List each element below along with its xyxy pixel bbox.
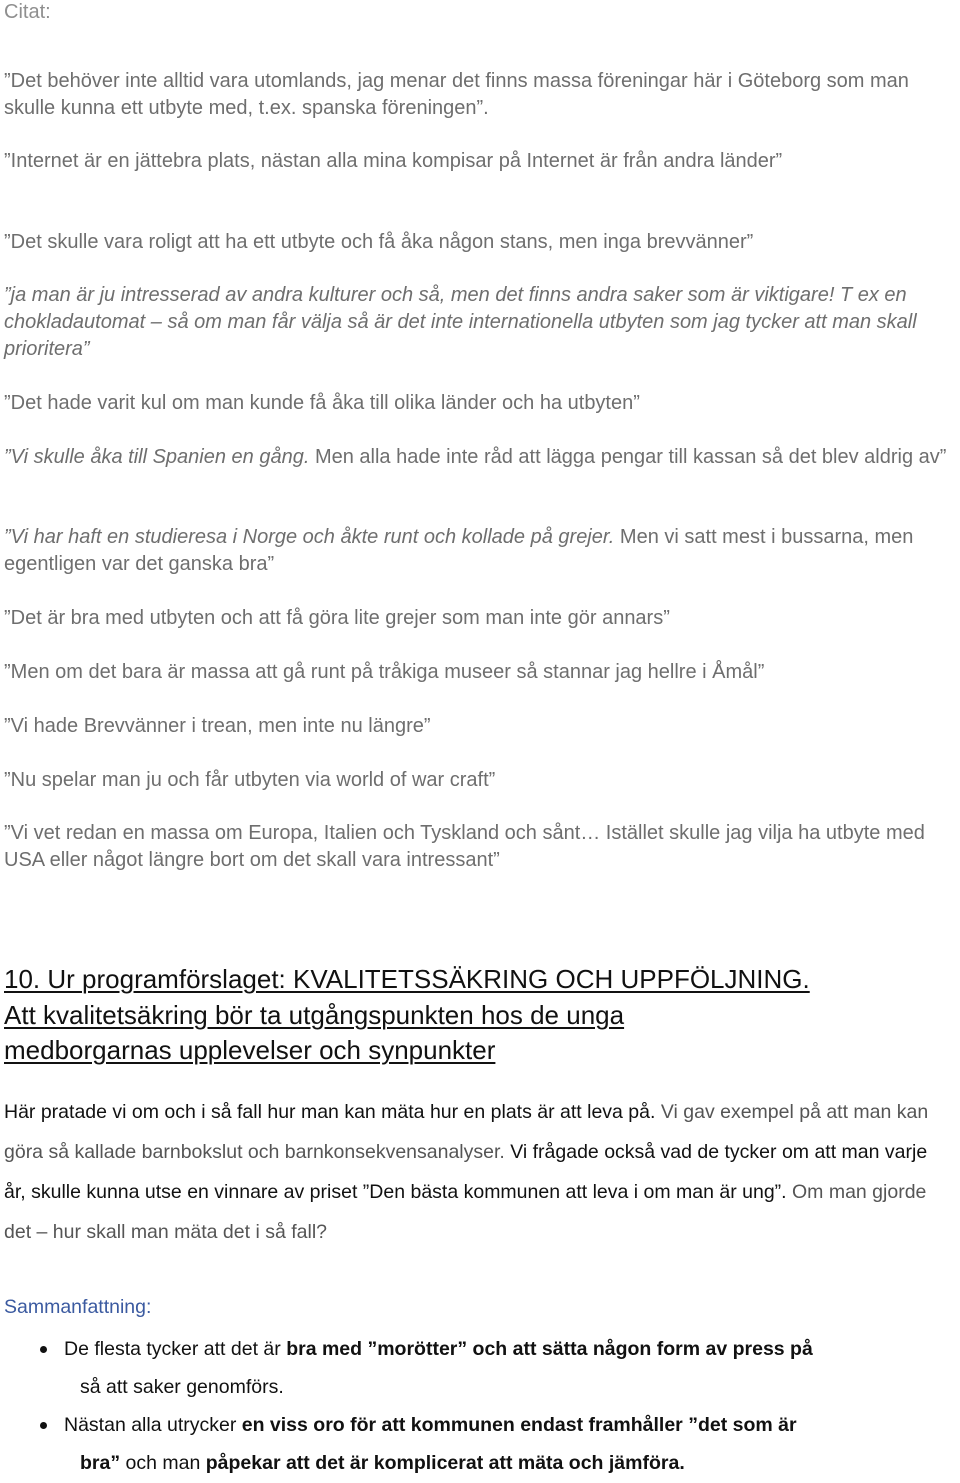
summary-item-2-text-c2: och man bbox=[120, 1452, 206, 1474]
summary-label: Sammanfattning: bbox=[4, 1296, 152, 1318]
summary-list bbox=[0, 1330, 960, 1482]
quote-7 bbox=[4, 524, 954, 578]
summary-item-1-text-c: så att saker genomförs. bbox=[80, 1376, 284, 1398]
heading-line-3: medborgarnas upplevelser och synpunkter bbox=[4, 1035, 496, 1065]
body-part-2: Vi gav exempel på att man kan göra så kallade barnbokslut och barnkonsekvensanalyser. bbox=[4, 1101, 929, 1163]
quote-2: ”Internet är en jättebra plats, nästan alla mina kompisar på Internet är från andra länder” bbox=[4, 150, 783, 172]
summary-item-2 bbox=[0, 1406, 960, 1482]
heading-line-1: 10. Ur programförslaget: KVALITETSSÄKRING OCH UPPFÖLJNING. bbox=[4, 964, 810, 994]
quote-6-part-b: Men alla hade inte råd att lägga pengar till kassan så det blev aldrig av” bbox=[314, 446, 947, 468]
bullet-dot-icon bbox=[40, 1422, 47, 1429]
summary-item-2-text-c1: bra” bbox=[80, 1452, 121, 1474]
quote-3: ”Det skulle vara roligt att ha ett utbyte och få åka någon stans, men inga brevvänner” bbox=[4, 231, 754, 253]
quote-7-part-b: Men vi satt mest i bussarna, men egentligen var det ganska bra” bbox=[4, 526, 914, 575]
body-paragraph bbox=[4, 1092, 954, 1252]
bullet-dot-icon bbox=[40, 1346, 47, 1353]
quote-8: ”Det är bra med utbyten och att få göra lite grejer som man inte gör annars” bbox=[4, 607, 670, 629]
quote-4-part-b: T ex en chokladautomat – så om man får välja så är det inte internationella utbyten som jag tycker att man skall prioritera” bbox=[4, 284, 917, 360]
quote-1: ”Det behöver inte alltid vara utomlands, jag menar det finns massa föreningar här i Göteborg som man skulle kunna ett utbyte med, t.ex. spanska föreningen”. bbox=[4, 70, 909, 119]
quote-4-part-a: ”ja man är ju intresserad av andra kulturer och så, men det finns andra saker som är viktigare! bbox=[4, 284, 840, 306]
citat-label: Citat: bbox=[4, 1, 51, 23]
summary-item-2-line-2 bbox=[64, 1444, 950, 1482]
quote-5: ”Det hade varit kul om man kunde få åka till olika länder och ha utbyten” bbox=[4, 392, 640, 414]
quote-11: ”Nu spelar man ju och får utbyten via world of war craft” bbox=[4, 769, 496, 791]
quote-9: ”Men om det bara är massa att gå runt på tråkiga museer så stannar jag hellre i Åmål” bbox=[4, 661, 765, 683]
summary-item-1-text-a: De flesta tycker att det är bbox=[64, 1338, 287, 1360]
summary-item-1-text-b: bra med ”morötter” och att sätta någon form av press på bbox=[286, 1338, 813, 1360]
quote-7-part-a: ”Vi har haft en studieresa i Norge och åkte runt och kollade på grejer. bbox=[4, 526, 620, 548]
quote-4 bbox=[4, 282, 954, 363]
summary-item-2-text-b: en viss oro för att kommunen endast framhåller ”det som är bbox=[241, 1414, 797, 1436]
quote-10: ”Vi hade Brevvänner i trean, men inte nu längre” bbox=[4, 715, 431, 737]
quote-12: ”Vi vet redan en massa om Europa, Italien och Tyskland och sånt… Istället skulle jag vilja ha utbyte med USA eller något längre bort om det skall vara intressant” bbox=[4, 822, 925, 871]
summary-item-1 bbox=[0, 1330, 960, 1406]
summary-item-2-text-a: Nästan alla utrycker bbox=[64, 1414, 242, 1436]
body-part-1: Här pratade vi om och i så fall hur man kan mäta hur en plats är att leva på. bbox=[4, 1101, 661, 1123]
quote-6 bbox=[4, 444, 954, 471]
heading-line-2: Att kvalitetsäkring bör ta utgångspunkten hos de unga bbox=[4, 999, 625, 1030]
body-part-4: Om man gjorde det – hur skall man mäta det i så fall? bbox=[4, 1181, 927, 1243]
summary-item-2-text-c3: påpekar att det är komplicerat att mäta och jämföra. bbox=[205, 1452, 685, 1474]
quote-6-part-a: ”Vi skulle åka till Spanien en gång. bbox=[4, 446, 315, 468]
body-part-3: Vi frågade också vad de tycker om att man varje år, skulle kunna utse en vinnare av priset ”Den bästa kommunen att leva i om man är ung”. bbox=[4, 1141, 928, 1203]
section-heading bbox=[4, 962, 960, 1069]
